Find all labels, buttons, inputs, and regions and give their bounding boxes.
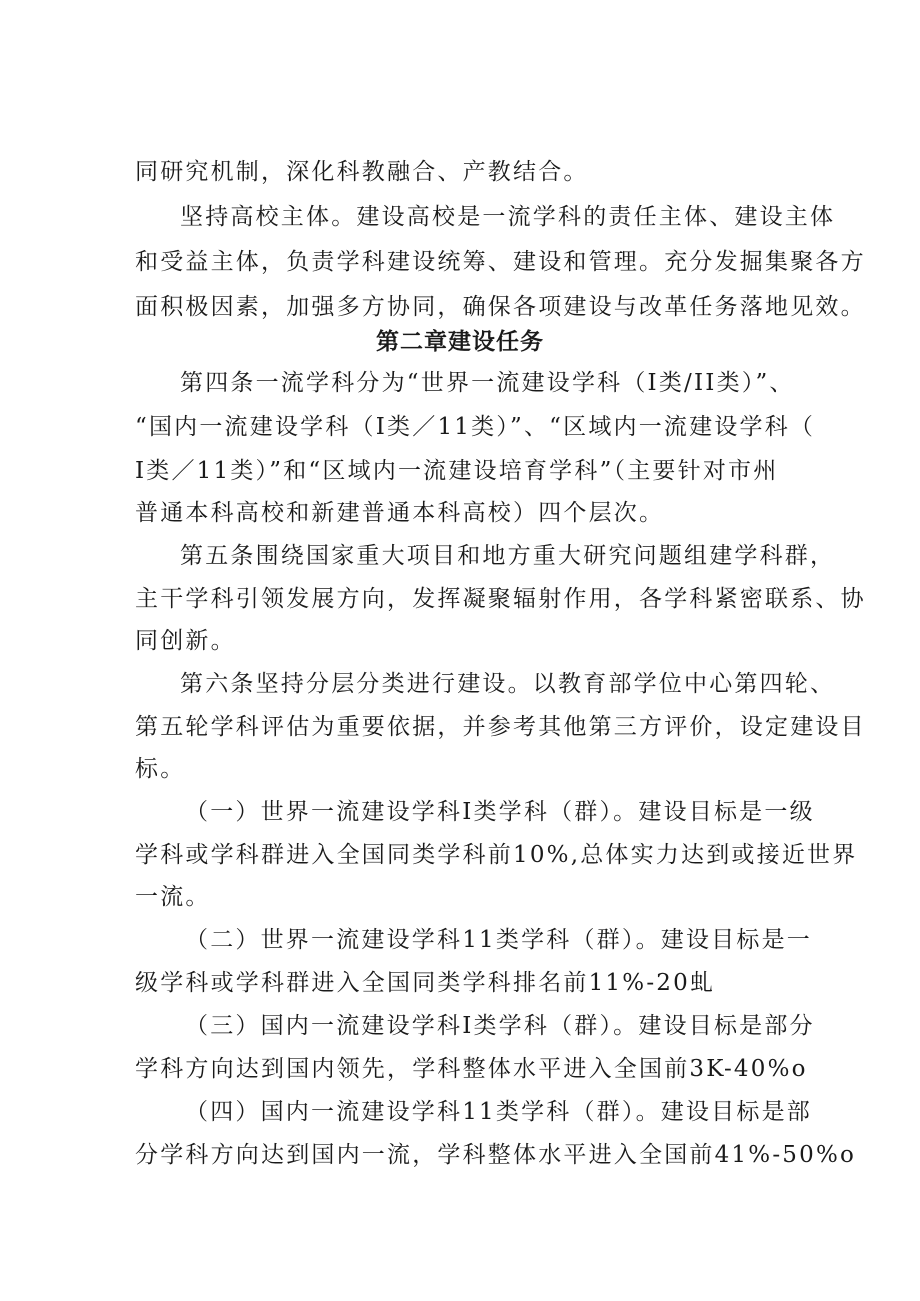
text-line: （四）国内一流建设学科11类学科（群）。建设目标是部 — [185, 1099, 812, 1125]
text-line: 学科或学科群进入全国同类学科前10%,总体实力达到或接近世界 — [135, 842, 858, 868]
text-line: “国内一流建设学科（I类／11类）”、“区域内一流建设学科（ — [135, 414, 816, 440]
text-line: （二）世界一流建设学科11类学科（群）。建设目标是一 — [185, 927, 812, 953]
text-line: 一流。 — [135, 884, 211, 910]
text-line: 学科方向达到国内领先，学科整体水平进入全国前3K-40%o — [135, 1056, 808, 1082]
text-line: I类／11类）”和“区域内一流建设培育学科”（主要针对市州 — [135, 458, 779, 484]
text-line: 分学科方向达到国内一流，学科整体水平进入全国前41%-50%o — [135, 1142, 857, 1168]
text-line: 第五条围绕国家重大项目和地方重大研究问题组建学科群， — [180, 543, 836, 569]
text-line: 第六条坚持分层分类进行建设。以教育部学位中心第四轮、 — [180, 671, 836, 697]
text-line: 面积极因素，加强多方协同，确保各项建设与改革任务落地见效。 — [135, 294, 866, 320]
text-line: 主干学科引领发展方向，发挥凝聚辐射作用，各学科紧密联系、协 — [135, 586, 866, 612]
chapter-heading: 第二章建设任务 — [376, 329, 544, 355]
text-line: （三）国内一流建设学科I类学科（群）。建设目标是部分 — [185, 1013, 815, 1039]
text-line: 级学科或学科群进入全国同类学科排名前11%-20虬 — [135, 970, 716, 996]
text-line: （一）世界一流建设学科I类学科（群）。建设目标是一级 — [185, 799, 815, 825]
text-line: 第五轮学科评估为重要依据，并参考其他第三方评价，设定建设目 — [135, 714, 866, 740]
text-line: 同研究机制，深化科教融合、产教结合。 — [135, 159, 589, 185]
text-line: 标。 — [135, 756, 186, 782]
text-line: 第四条一流学科分为“世界一流建设学科（I类/II类）”、 — [180, 370, 795, 396]
text-line: 坚持高校主体。建设高校是一流学科的责任主体、建设主体 — [180, 204, 836, 230]
text-line: 和受益主体，负责学科建设统筹、建设和管理。充分发掘集聚各方 — [135, 249, 866, 275]
text-line: 同创新。 — [135, 628, 236, 654]
text-line: 普通本科高校和新建普通本科高校）四个层次。 — [135, 500, 665, 526]
